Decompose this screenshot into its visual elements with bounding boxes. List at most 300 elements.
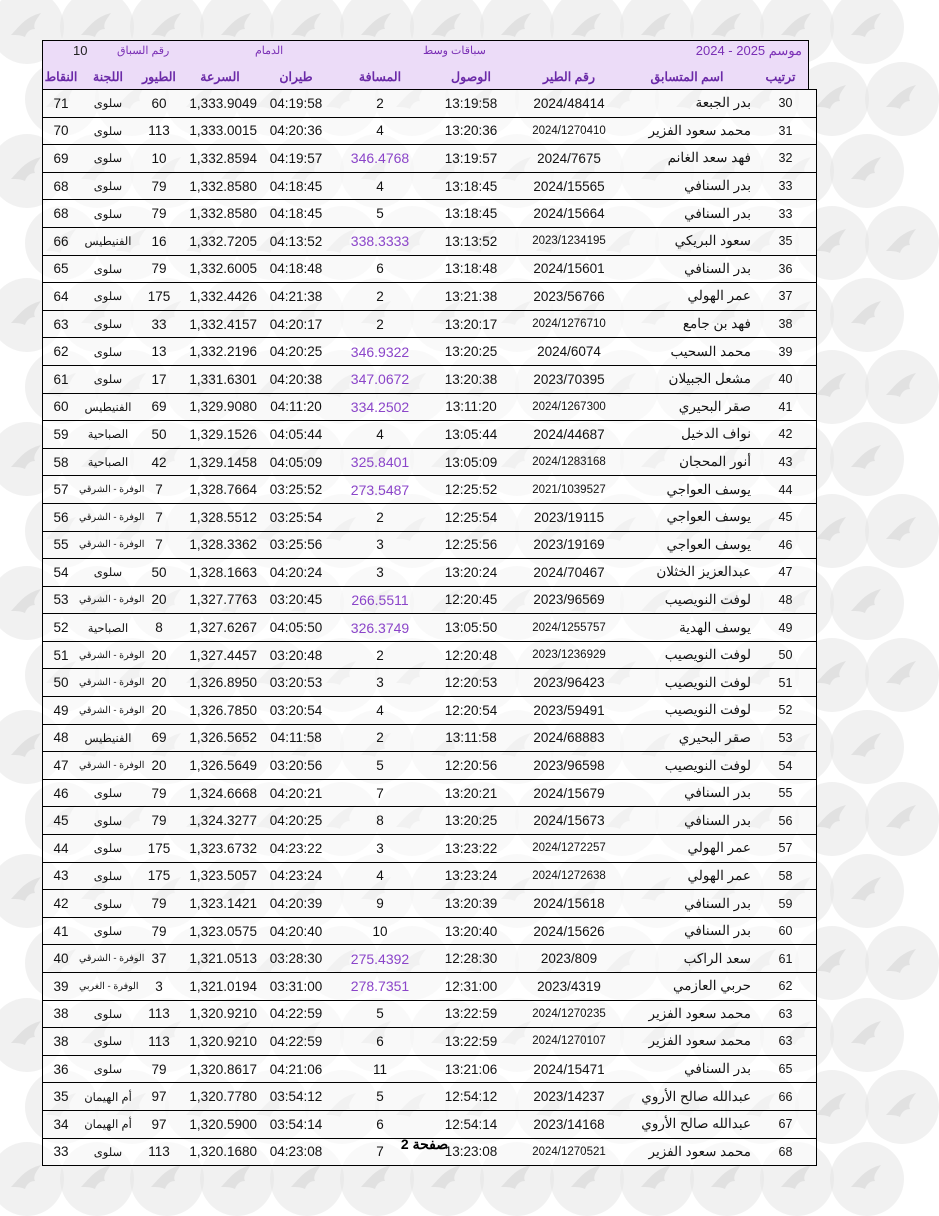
cell-arrival-time: 12:54:12 [427, 1083, 515, 1111]
cell-rank: 63 [755, 1000, 817, 1028]
cell-flight-time: 03:31:00 [259, 973, 333, 1001]
cell-flight-time: 04:18:45 [259, 200, 333, 228]
cell-competitor-name: محمد سعود الفزير [623, 117, 755, 145]
cell-distance: 273.5487 [333, 476, 427, 504]
pigeon-icon [830, 422, 904, 496]
cell-ring-number: 2024/1270410 [515, 117, 623, 145]
pigeon-icon [830, 566, 904, 640]
cell-flight-time: 04:20:40 [259, 917, 333, 945]
cell-ring-number: 2023/4319 [515, 973, 623, 1001]
cell-flight-time: 04:20:36 [259, 117, 333, 145]
cell-distance: 2 [333, 641, 427, 669]
cell-loft: سلوى [79, 117, 137, 145]
cell-competitor-name: محمد سعود الفزير [623, 1028, 755, 1056]
cell-distance: 3 [333, 835, 427, 863]
cell-loft: الوفرة - الشرقي [79, 586, 137, 614]
table-row [43, 227, 817, 255]
cell-flight-time: 04:20:38 [259, 365, 333, 393]
table-row [43, 1083, 817, 1111]
cell-speed: 1,320.8617 [181, 1055, 259, 1083]
cell-rank: 30 [755, 90, 817, 118]
cell-ring-number: 2024/1255757 [515, 614, 623, 642]
cell-loft: سلوى [79, 90, 137, 118]
table-row [43, 724, 817, 752]
cell-competitor-name: لوفت النويصيب [623, 752, 755, 780]
pigeon-icon [830, 1142, 904, 1216]
cell-rank: 57 [755, 835, 817, 863]
pigeon-icon [865, 782, 939, 856]
cell-ring-number: 2023/56766 [515, 283, 623, 311]
cell-arrival-time: 13:23:24 [427, 862, 515, 890]
cell-ring-number: 2024/15673 [515, 807, 623, 835]
cell-competitor-name: بدر السنافي [623, 807, 755, 835]
cell-birds: 69 [137, 724, 181, 752]
cell-loft: سلوى [79, 890, 137, 918]
cell-speed: 1,332.4426 [181, 283, 259, 311]
cell-competitor-name: فهد سعد الغانم [623, 145, 755, 173]
cell-points: 52 [43, 614, 80, 642]
cell-speed: 1,328.7664 [181, 476, 259, 504]
cell-speed: 1,331.6301 [181, 365, 259, 393]
cell-points: 40 [43, 945, 80, 973]
cell-loft: الوفرة - الشرقي [79, 697, 137, 725]
cell-ring-number: 2024/44687 [515, 421, 623, 449]
table-row [43, 835, 817, 863]
cell-distance: 325.8401 [333, 448, 427, 476]
cell-points: 56 [43, 503, 80, 531]
col-flight: طيران [279, 70, 313, 84]
cell-flight-time: 04:23:08 [259, 1138, 333, 1166]
cell-competitor-name: محمد سعود الفزير [623, 1000, 755, 1028]
cell-speed: 1,324.3277 [181, 807, 259, 835]
cell-points: 50 [43, 669, 80, 697]
race-category: سباقات وسط [423, 45, 486, 57]
cell-speed: 1,332.8580 [181, 172, 259, 200]
cell-points: 45 [43, 807, 80, 835]
cell-arrival-time: 13:13:52 [427, 227, 515, 255]
cell-rank: 33 [755, 200, 817, 228]
col-points: النقاط [44, 70, 78, 84]
cell-loft: الوفرة - الشرقي [79, 669, 137, 697]
table-row [43, 973, 817, 1001]
table-row [43, 1028, 817, 1056]
cell-loft: سلوى [79, 283, 137, 311]
pigeon-icon [830, 134, 904, 208]
cell-rank: 63 [755, 1028, 817, 1056]
cell-birds: 97 [137, 1110, 181, 1138]
cell-speed: 1,320.1680 [181, 1138, 259, 1166]
cell-rank: 44 [755, 476, 817, 504]
cell-birds: 7 [137, 503, 181, 531]
cell-points: 46 [43, 779, 80, 807]
cell-loft: سلوى [79, 835, 137, 863]
cell-flight-time: 04:19:57 [259, 145, 333, 173]
pigeon-icon [865, 206, 939, 280]
cell-points: 38 [43, 1028, 80, 1056]
column-headers [43, 65, 808, 87]
cell-flight-time: 04:22:59 [259, 1028, 333, 1056]
cell-loft: الفنيطيس [79, 724, 137, 752]
cell-loft: الوفرة - الغربي [79, 973, 137, 1001]
col-ring: رقم الطير [542, 70, 595, 84]
cell-ring-number: 2023/19169 [515, 531, 623, 559]
cell-ring-number: 2024/1272638 [515, 862, 623, 890]
cell-loft: أم الهيمان [79, 1083, 137, 1111]
cell-points: 39 [43, 973, 80, 1001]
cell-birds: 79 [137, 255, 181, 283]
cell-rank: 52 [755, 697, 817, 725]
cell-distance: 266.5511 [333, 586, 427, 614]
cell-points: 60 [43, 393, 80, 421]
cell-flight-time: 04:19:58 [259, 90, 333, 118]
table-row [43, 1110, 817, 1138]
cell-rank: 36 [755, 255, 817, 283]
cell-speed: 1,323.1421 [181, 890, 259, 918]
cell-distance: 5 [333, 1083, 427, 1111]
cell-arrival-time: 13:22:59 [427, 1000, 515, 1028]
cell-distance: 5 [333, 1000, 427, 1028]
cell-arrival-time: 13:20:39 [427, 890, 515, 918]
cell-competitor-name: فهد بن جامع [623, 310, 755, 338]
cell-arrival-time: 12:25:56 [427, 531, 515, 559]
cell-flight-time: 04:18:45 [259, 172, 333, 200]
cell-arrival-time: 12:31:00 [427, 973, 515, 1001]
cell-competitor-name: عبدالله صالح الأروي [623, 1110, 755, 1138]
cell-birds: 175 [137, 835, 181, 863]
cell-distance: 3 [333, 559, 427, 587]
cell-distance: 2 [333, 503, 427, 531]
cell-rank: 55 [755, 779, 817, 807]
cell-birds: 8 [137, 614, 181, 642]
cell-loft: الفنيطيس [79, 227, 137, 255]
col-loft: اللجنة [93, 70, 123, 84]
cell-points: 61 [43, 365, 80, 393]
cell-speed: 1,321.0513 [181, 945, 259, 973]
cell-flight-time: 04:23:24 [259, 862, 333, 890]
cell-flight-time: 04:13:52 [259, 227, 333, 255]
cell-flight-time: 03:25:54 [259, 503, 333, 531]
cell-loft: الصباحية [79, 421, 137, 449]
table-row [43, 559, 817, 587]
cell-birds: 97 [137, 1083, 181, 1111]
race-number-label: رقم السباق [117, 45, 170, 57]
cell-competitor-name: محمد السحيب [623, 338, 755, 366]
cell-distance: 346.9322 [333, 338, 427, 366]
cell-rank: 61 [755, 945, 817, 973]
cell-ring-number: 2024/15664 [515, 200, 623, 228]
cell-points: 54 [43, 559, 80, 587]
cell-flight-time: 04:20:24 [259, 559, 333, 587]
cell-loft: سلوى [79, 310, 137, 338]
table-row [43, 503, 817, 531]
cell-speed: 1,323.0575 [181, 917, 259, 945]
cell-speed: 1,332.8594 [181, 145, 259, 173]
cell-rank: 39 [755, 338, 817, 366]
cell-arrival-time: 12:25:52 [427, 476, 515, 504]
table-row [43, 807, 817, 835]
cell-ring-number: 2024/68883 [515, 724, 623, 752]
cell-birds: 79 [137, 200, 181, 228]
cell-arrival-time: 13:05:44 [427, 421, 515, 449]
cell-competitor-name: سعود البريكي [623, 227, 755, 255]
col-distance: المسافة [358, 70, 402, 84]
cell-points: 36 [43, 1055, 80, 1083]
cell-ring-number: 2024/15601 [515, 255, 623, 283]
cell-rank: 50 [755, 641, 817, 669]
cell-flight-time: 03:20:56 [259, 752, 333, 780]
cell-ring-number: 2024/15565 [515, 172, 623, 200]
table-row [43, 531, 817, 559]
cell-speed: 1,321.0194 [181, 973, 259, 1001]
table-row [43, 255, 817, 283]
cell-rank: 35 [755, 227, 817, 255]
cell-arrival-time: 13:11:58 [427, 724, 515, 752]
cell-birds: 3 [137, 973, 181, 1001]
cell-distance: 2 [333, 724, 427, 752]
cell-distance: 4 [333, 172, 427, 200]
cell-distance: 334.2502 [333, 393, 427, 421]
cell-ring-number: 2024/1283168 [515, 448, 623, 476]
table-row [43, 476, 817, 504]
cell-rank: 33 [755, 172, 817, 200]
cell-birds: 7 [137, 476, 181, 504]
cell-competitor-name: لوفت النويصيب [623, 697, 755, 725]
cell-arrival-time: 12:54:14 [427, 1110, 515, 1138]
cell-points: 58 [43, 448, 80, 476]
pigeon-icon [865, 494, 939, 568]
cell-competitor-name: بدر السنافي [623, 255, 755, 283]
cell-distance: 4 [333, 117, 427, 145]
cell-rank: 56 [755, 807, 817, 835]
table-row [43, 669, 817, 697]
cell-speed: 1,329.9080 [181, 393, 259, 421]
results-sheet [42, 40, 809, 1166]
cell-points: 33 [43, 1138, 80, 1166]
cell-arrival-time: 13:23:22 [427, 835, 515, 863]
cell-loft: سلوى [79, 200, 137, 228]
cell-ring-number: 2024/48414 [515, 90, 623, 118]
cell-birds: 10 [137, 145, 181, 173]
cell-birds: 50 [137, 421, 181, 449]
table-row [43, 90, 817, 118]
cell-loft: الوفرة - الشرقي [79, 503, 137, 531]
cell-loft: الفنيطيس [79, 393, 137, 421]
cell-flight-time: 04:05:09 [259, 448, 333, 476]
cell-speed: 1,327.7763 [181, 586, 259, 614]
cell-speed: 1,320.7780 [181, 1083, 259, 1111]
cell-birds: 13 [137, 338, 181, 366]
cell-loft: أم الهيمان [79, 1110, 137, 1138]
cell-loft: الصباحية [79, 614, 137, 642]
cell-rank: 38 [755, 310, 817, 338]
cell-speed: 1,329.1526 [181, 421, 259, 449]
cell-flight-time: 03:20:45 [259, 586, 333, 614]
cell-points: 49 [43, 697, 80, 725]
cell-arrival-time: 13:21:38 [427, 283, 515, 311]
cell-ring-number: 2023/96598 [515, 752, 623, 780]
cell-flight-time: 03:54:12 [259, 1083, 333, 1111]
cell-points: 35 [43, 1083, 80, 1111]
table-row [43, 614, 817, 642]
cell-birds: 79 [137, 1055, 181, 1083]
cell-loft: سلوى [79, 1055, 137, 1083]
cell-distance: 7 [333, 1138, 427, 1166]
cell-speed: 1,320.9210 [181, 1000, 259, 1028]
cell-competitor-name: بدر الجبعة [623, 90, 755, 118]
cell-competitor-name: صقر البحيري [623, 393, 755, 421]
cell-speed: 1,327.6267 [181, 614, 259, 642]
cell-birds: 79 [137, 807, 181, 835]
cell-birds: 42 [137, 448, 181, 476]
table-row [43, 145, 817, 173]
cell-flight-time: 03:20:54 [259, 697, 333, 725]
cell-ring-number: 2023/96569 [515, 586, 623, 614]
cell-birds: 17 [137, 365, 181, 393]
cell-ring-number: 2023/96423 [515, 669, 623, 697]
cell-birds: 20 [137, 752, 181, 780]
cell-ring-number: 2024/1267300 [515, 393, 623, 421]
cell-ring-number: 2024/1270235 [515, 1000, 623, 1028]
cell-rank: 37 [755, 283, 817, 311]
cell-distance: 11 [333, 1055, 427, 1083]
cell-arrival-time: 12:20:54 [427, 697, 515, 725]
cell-distance: 275.4392 [333, 945, 427, 973]
cell-distance: 278.7351 [333, 973, 427, 1001]
cell-ring-number: 2023/809 [515, 945, 623, 973]
results-table [42, 89, 817, 1166]
cell-rank: 60 [755, 917, 817, 945]
cell-distance: 3 [333, 669, 427, 697]
cell-points: 66 [43, 227, 80, 255]
pigeon-icon [830, 998, 904, 1072]
cell-rank: 59 [755, 890, 817, 918]
cell-ring-number: 2024/1270521 [515, 1138, 623, 1166]
table-row [43, 586, 817, 614]
cell-speed: 1,332.6005 [181, 255, 259, 283]
cell-arrival-time: 12:25:54 [427, 503, 515, 531]
cell-competitor-name: بدر السنافي [623, 890, 755, 918]
cell-loft: سلوى [79, 172, 137, 200]
cell-loft: الوفرة - الشرقي [79, 752, 137, 780]
cell-flight-time: 04:05:50 [259, 614, 333, 642]
cell-distance: 9 [333, 890, 427, 918]
cell-speed: 1,323.5057 [181, 862, 259, 890]
page-number: صفحة 2 [400, 1136, 449, 1152]
cell-competitor-name: بدر السنافي [623, 779, 755, 807]
cell-rank: 62 [755, 973, 817, 1001]
cell-competitor-name: بدر السنافي [623, 917, 755, 945]
col-name: اسم المتسابق [650, 70, 724, 84]
cell-arrival-time: 13:20:25 [427, 807, 515, 835]
cell-points: 71 [43, 90, 80, 118]
cell-arrival-time: 12:20:56 [427, 752, 515, 780]
cell-arrival-time: 13:20:38 [427, 365, 515, 393]
cell-loft: سلوى [79, 862, 137, 890]
table-row [43, 365, 817, 393]
cell-rank: 46 [755, 531, 817, 559]
cell-distance: 346.4768 [333, 145, 427, 173]
cell-flight-time: 04:22:59 [259, 1000, 333, 1028]
cell-competitor-name: لوفت النويصيب [623, 669, 755, 697]
table-row [43, 283, 817, 311]
cell-ring-number: 2024/7675 [515, 145, 623, 173]
cell-rank: 68 [755, 1138, 817, 1166]
table-row [43, 1000, 817, 1028]
table-row [43, 752, 817, 780]
cell-points: 34 [43, 1110, 80, 1138]
cell-arrival-time: 13:11:20 [427, 393, 515, 421]
cell-distance: 6 [333, 1110, 427, 1138]
cell-ring-number: 2024/15626 [515, 917, 623, 945]
cell-arrival-time: 13:20:25 [427, 338, 515, 366]
cell-speed: 1,333.9049 [181, 90, 259, 118]
cell-arrival-time: 13:18:45 [427, 200, 515, 228]
cell-competitor-name: مشعل الجبيلان [623, 365, 755, 393]
cell-distance: 3 [333, 531, 427, 559]
col-speed: السرعة [200, 70, 240, 84]
cell-arrival-time: 13:20:40 [427, 917, 515, 945]
cell-competitor-name: عبدالعزيز الخثلان [623, 559, 755, 587]
race-number: 10 [73, 43, 88, 58]
pigeon-icon [865, 638, 939, 712]
cell-flight-time: 04:20:17 [259, 310, 333, 338]
cell-flight-time: 04:20:21 [259, 779, 333, 807]
cell-loft: الوفرة - الشرقي [79, 641, 137, 669]
cell-rank: 49 [755, 614, 817, 642]
cell-loft: سلوى [79, 338, 137, 366]
cell-distance: 2 [333, 310, 427, 338]
table-row [43, 117, 817, 145]
cell-arrival-time: 13:23:08 [427, 1138, 515, 1166]
cell-speed: 1,332.8580 [181, 200, 259, 228]
cell-rank: 41 [755, 393, 817, 421]
cell-rank: 51 [755, 669, 817, 697]
cell-arrival-time: 13:22:59 [427, 1028, 515, 1056]
cell-distance: 338.3333 [333, 227, 427, 255]
cell-distance: 2 [333, 283, 427, 311]
cell-points: 65 [43, 255, 80, 283]
cell-speed: 1,326.5652 [181, 724, 259, 752]
cell-loft: سلوى [79, 779, 137, 807]
cell-arrival-time: 13:20:24 [427, 559, 515, 587]
cell-loft: الوفرة - الشرقي [79, 476, 137, 504]
cell-arrival-time: 13:20:17 [427, 310, 515, 338]
table-row [43, 641, 817, 669]
col-arrival: الوصول [451, 70, 491, 84]
cell-arrival-time: 13:19:57 [427, 145, 515, 173]
cell-ring-number: 2024/15471 [515, 1055, 623, 1083]
cell-competitor-name: عمر الهولي [623, 835, 755, 863]
cell-competitor-name: يوسف العواجي [623, 503, 755, 531]
cell-points: 44 [43, 835, 80, 863]
cell-birds: 79 [137, 917, 181, 945]
cell-loft: الوفرة - الشرقي [79, 531, 137, 559]
cell-speed: 1,326.8950 [181, 669, 259, 697]
cell-rank: 53 [755, 724, 817, 752]
cell-ring-number: 2023/59491 [515, 697, 623, 725]
cell-arrival-time: 12:20:48 [427, 641, 515, 669]
cell-distance: 6 [333, 255, 427, 283]
cell-arrival-time: 13:05:09 [427, 448, 515, 476]
cell-birds: 175 [137, 862, 181, 890]
cell-arrival-time: 12:20:45 [427, 586, 515, 614]
cell-birds: 113 [137, 117, 181, 145]
cell-distance: 5 [333, 752, 427, 780]
cell-rank: 32 [755, 145, 817, 173]
cell-ring-number: 2024/1276710 [515, 310, 623, 338]
cell-birds: 60 [137, 90, 181, 118]
cell-ring-number: 2024/70467 [515, 559, 623, 587]
